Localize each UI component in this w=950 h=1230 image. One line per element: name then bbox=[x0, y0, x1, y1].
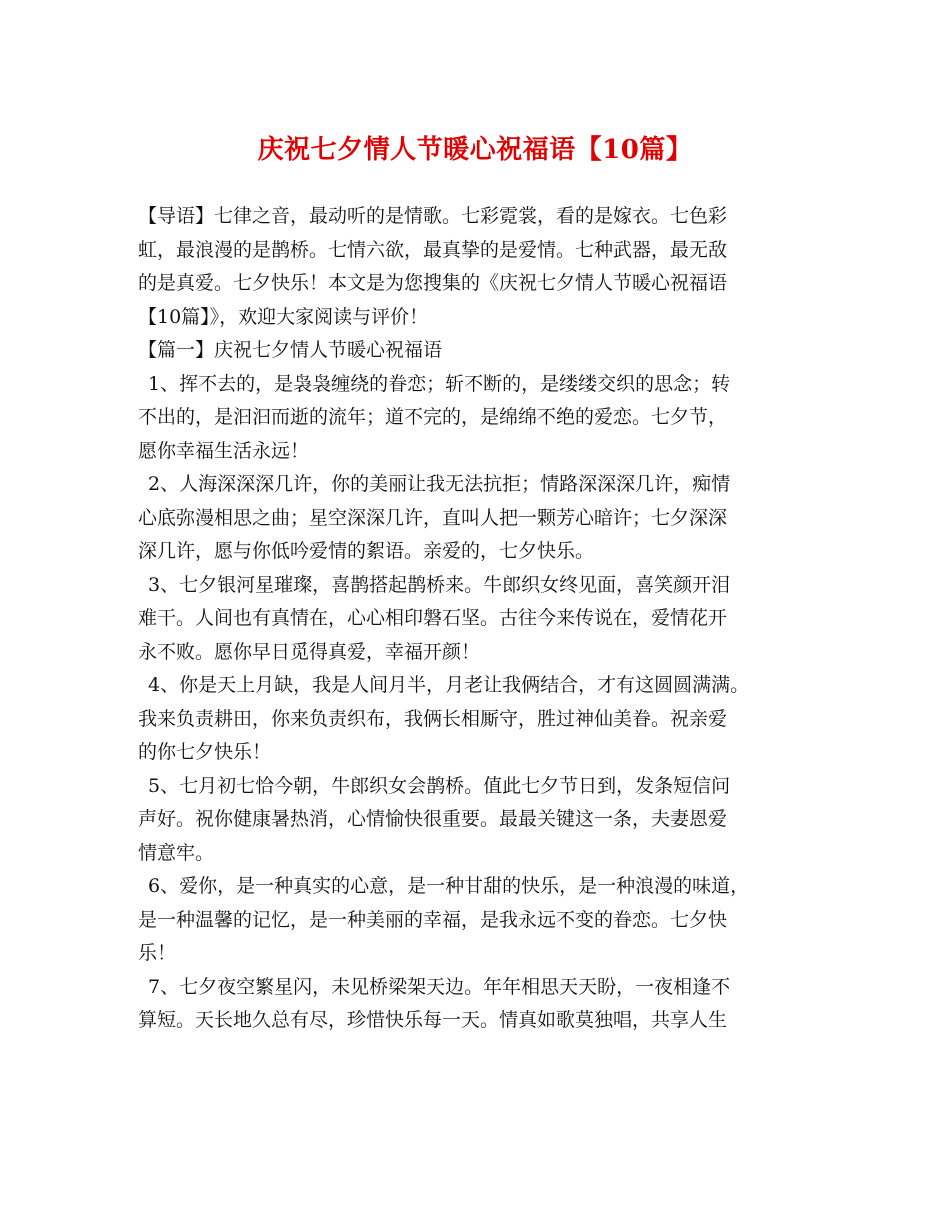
text-line: 不出的，是汩汩而逝的流年；道不完的，是绵绵不绝的爱恋。七夕节， bbox=[138, 406, 728, 428]
text-line: 7、七夕夜空繁星闪，未见桥梁架天边。年年相思天天盼，一夜相逢不 bbox=[148, 975, 731, 998]
text-line: 2、人海深深深几许，你的美丽让我无法抗拒；情路深深深几许，痴情 bbox=[148, 473, 731, 495]
document-title: 庆祝七夕情人节暖心祝福语【10篇】 bbox=[257, 135, 693, 165]
text-line: 愿你幸福生活永远！ bbox=[138, 439, 310, 462]
text-line: 我来负责耕田，你来负责织布，我俩长相厮守，胜过神仙美眷。祝亲爱 bbox=[138, 707, 728, 730]
text-line: 的是真爱。七夕快乐！本文是为您搜集的《庆祝七夕情人节暖心祝福语 bbox=[138, 272, 728, 294]
text-line: 4、你是天上月缺，我是人间月半，月老让我俩结合，才有这圆圆满满。 bbox=[148, 674, 750, 696]
text-line: 声好。祝你健康暑热消，心情愉快很重要。最最关键这一条，夫妻恩爱 bbox=[138, 808, 728, 830]
text-line: 深几许，愿与你低吟爱情的絮语。亲爱的，七夕快乐。 bbox=[138, 540, 595, 562]
text-line: 永不败。愿你早日觅得真爱，幸福开颜！ bbox=[138, 640, 481, 663]
text-line: 心底弥漫相思之曲；星空深深几许，直叫人把一颗芳心暗许；七夕深深 bbox=[138, 506, 728, 529]
text-line: 6、爱你，是一种真实的心意，是一种甘甜的快乐，是一种浪漫的味道， bbox=[148, 875, 750, 897]
text-line: 1、挥不去的，是袅袅缠绕的眷恋；斩不断的，是缕缕交织的思念；转 bbox=[148, 372, 731, 395]
text-line: 【10篇】》，欢迎大家阅读与评价！ bbox=[138, 305, 429, 328]
text-line: 3、七夕银河星璀璨，喜鹊搭起鹊桥来。牛郎织女终见面，喜笑颜开泪 bbox=[148, 573, 731, 596]
text-line: 乐！ bbox=[138, 942, 177, 964]
document-body bbox=[138, 200, 818, 1038]
text-line: 5、七月初七恰今朝，牛郎织女会鹊桥。值此七夕节日到，发条短信问 bbox=[148, 774, 731, 797]
text-line: 虹，最浪漫的是鹊桥。七情六欲，最真挚的是爱情。七种武器，最无敌 bbox=[138, 238, 728, 261]
text-line: 难干。人间也有真情在，心心相印磐石坚。古往今来传说在，爱情花开 bbox=[138, 607, 728, 629]
text-line: 情意牢。 bbox=[138, 841, 215, 864]
text-line: 算短。天长地久总有尽，珍惜快乐每一天。情真如歌莫独唱，共享人生 bbox=[138, 1009, 728, 1031]
text-line: 【导语】七律之音，最动听的是情歌。七彩霓裳，看的是嫁衣。七色彩 bbox=[138, 205, 728, 227]
text-line: 是一种温馨的记忆，是一种美丽的幸福，是我永远不变的眷恋。七夕快 bbox=[138, 908, 728, 931]
text-line: 【篇一】庆祝七夕情人节暖心祝福语 bbox=[138, 339, 443, 361]
text-line: 的你七夕快乐！ bbox=[138, 741, 272, 763]
